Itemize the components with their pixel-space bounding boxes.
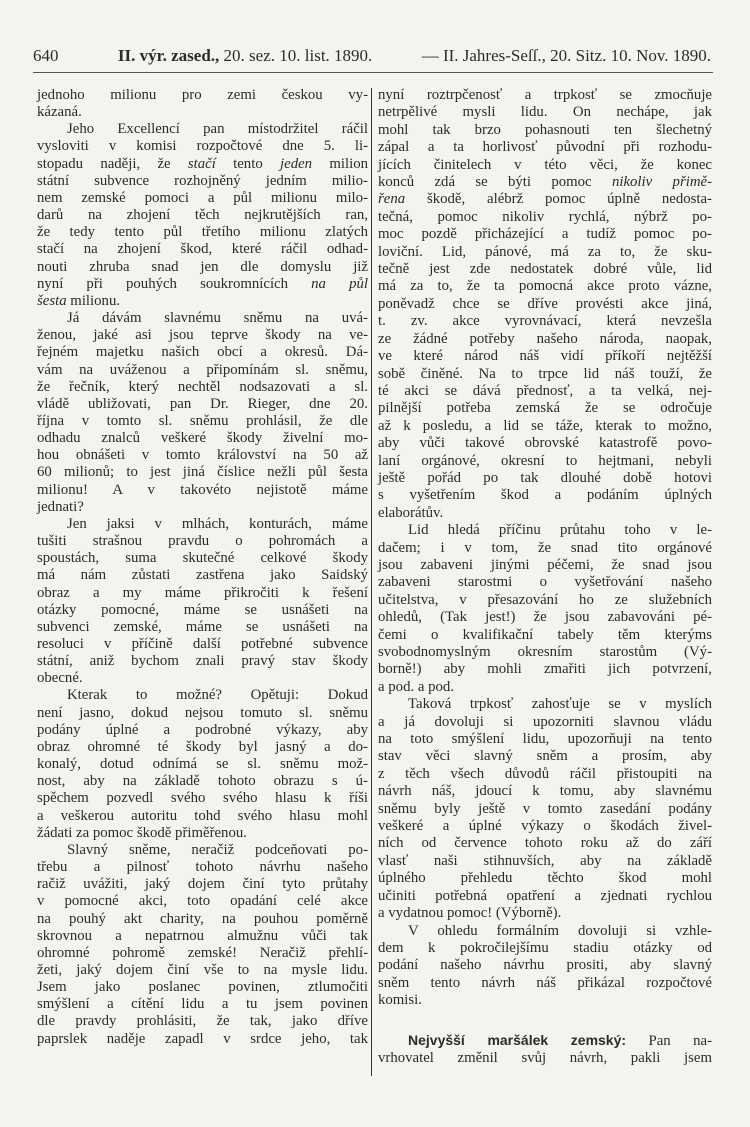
text-line: a vydatnou pomoc! (Výborně).	[378, 905, 562, 922]
text-line: jednati?	[37, 498, 84, 515]
text-line: netrpělivé mysli lidu. On nechápe, jak	[378, 104, 712, 121]
emphasized-text: nikoliv přimě-	[611, 174, 712, 191]
text-segment: stopadu naději, že	[37, 155, 188, 172]
text-line: Jsem jako poslanec povinen, ztlumočiti	[37, 979, 368, 996]
text-line: ze žádné potřeby našeho národa, naopak,	[378, 330, 712, 347]
text-line: obraz a my máme přikročiti k řešení	[37, 584, 368, 601]
text-line: ve které národ náš vidí příkoří nejtěžší	[378, 348, 712, 365]
text-line: skrovnou a nepatrnou almužnu vůči tak	[37, 927, 368, 944]
text-line: sněmu byly ještě v tomto zasedání podány	[378, 800, 712, 817]
text-line: stav věci slavný sněm a prosím, aby	[378, 748, 712, 765]
text-line: podání našeho návrhu prositi, aby slavný	[378, 957, 712, 974]
text-line: smýšlení a cítění lidu a tu jsem povinen	[37, 996, 368, 1013]
text-line: hou obnášeti v tomto království na 50 až	[37, 447, 368, 464]
emphasized-text: šesta	[37, 292, 67, 309]
text-line: paprslek naděje zapadl v srdce jeho, tak	[37, 1030, 368, 1047]
text-line: v pomocné akci, toto opadání celé akce	[37, 893, 368, 910]
text-line: vysloviti v komisi rozpočtové dne 5. li-	[37, 138, 368, 155]
text-line: má nám zůstati zastřena jako Saidský	[37, 567, 368, 584]
text-line: na toto smýšlení lidu, upozorňuji na tento	[378, 731, 712, 748]
text-line: tušiti strašnou pravdu o pohromách a	[37, 533, 368, 550]
column-divider	[371, 88, 372, 1076]
text-line: Slavný sněme, neračiž podceňovati po-	[67, 841, 368, 858]
emphasized-text: jeden	[280, 155, 313, 172]
text-line: milionu! A v takovéto nejistotě máme	[37, 481, 368, 498]
page-number: 640	[33, 46, 59, 65]
text-line: sobě činěné. Na to trpce lid náš touží, že	[378, 365, 712, 382]
text-line: žádati za pomoc škodě přiměřenou.	[37, 824, 247, 841]
text-line: svobodnomyslným okresním starostům (Vý-	[378, 644, 712, 660]
text-line: jících činitelech v této věci, že konec	[378, 156, 712, 173]
text-line: návrh náš, jdoucí k tomu, aby slavnému	[378, 783, 712, 800]
text-line: vlasť naši stihnuvších, aby na základě	[378, 852, 712, 869]
text-line: Jeho Excellencí pan místodržitel ráčil	[67, 121, 368, 138]
text-line: zápal a ta horlivosť původní při rozhodu-	[378, 139, 712, 156]
text-line: jednoho milionu pro zemi českou vy-	[37, 87, 368, 103]
text-line: žeti, jaký dojem činí vše to na mysle lidu.	[37, 961, 368, 978]
text-segment: tento	[215, 155, 281, 172]
emphasized-text: řena	[378, 191, 406, 208]
text-line: čemi o kvalifikační tabely těm kterýms	[378, 626, 712, 643]
text-line: moc pozdě přicházející a tudíž pomoc po-	[378, 226, 712, 243]
german-session-heading: — II. Jahres-Seſſ., 20. Sitz. 10. Nov. 1890.	[421, 46, 711, 65]
text-line: na pouhý akt charity, na pouhou poměrně	[37, 910, 368, 927]
text-line: kázaná.	[37, 104, 82, 121]
text-line: nyní roztrpčenosť a trpkosť se zmocňuje	[378, 87, 712, 103]
left-column	[37, 87, 368, 1048]
text-line: pilnější potřeba zemská že se odročuje	[378, 400, 712, 417]
text-line: Lid hledá příčinu průtahu toho v le-	[408, 522, 712, 539]
text-line: V ohledu formálním dovoluji si vzhle-	[408, 922, 712, 939]
text-line: zabaveni starostmi o vyšetřování našeho	[378, 574, 712, 591]
text-line: obraz ohromné té škody byl jasný a do-	[37, 738, 368, 755]
text-line: státní subvence rozhojněný jedním milio-	[37, 172, 368, 189]
text-line: ních od července tohoto roku až do září	[378, 835, 712, 852]
text-line: tečná, pomoc nikoliv rychlá, nýbrž po-	[378, 208, 712, 225]
text-line: podány úplné a podrobné výkazy, aby	[37, 721, 368, 738]
text-line: té akci se dává přednosť, a ta velká, nej-	[378, 382, 712, 399]
text-line: Kterak to možné? Opětuji: Dokud	[67, 687, 368, 704]
text-line: mohl tak brzo pohasnouti ten šlechetný	[378, 121, 712, 138]
text-line: dem k pokročilejšímu stadiu otázky od	[378, 939, 712, 956]
text-line: ženou, jaké asi jsou teprve škody na ve-	[37, 327, 368, 344]
header-rule	[33, 72, 713, 73]
text-line: borně!) aby mohli zmařiti jich potvrzení,	[378, 661, 712, 678]
text-line	[37, 276, 368, 293]
text-line: až k posledu, a lid se táže, kterak to možno,	[378, 417, 712, 434]
text-line: s vyšetřením škod a podáním úplných	[378, 487, 712, 504]
right-column	[378, 87, 712, 1067]
czech-session-date: 20. sez. 10. list. 1890.	[223, 46, 373, 65]
text-line: a pod. a pod.	[378, 678, 455, 695]
text-line: resoluci v příčině další potřebné subvence	[37, 636, 368, 652]
text-line: učitelstva, v přesazování ho ze služebních	[378, 591, 712, 608]
text-line: ohledů, (Tak jest!) že jsou zabavováni pé-	[378, 609, 712, 626]
text-line: října v tomto sl. sněmu prohlásil, že dle	[37, 412, 368, 429]
text-line: státní, aniž bychom znali pravý stav škody	[37, 653, 368, 670]
text-line	[378, 174, 712, 191]
emphasized-text: na půl	[311, 275, 368, 292]
text-line: laní orgánové, okresní to hejtmani, nebyli	[378, 452, 712, 469]
text-line: loviční. Lid, pánové, má za to, že sku-	[378, 243, 712, 260]
text-line: řejném majetku našich obcí a okresů. Dá-	[37, 344, 368, 361]
text-line: otázky pomocné, máme se usnášeti na	[37, 601, 368, 618]
text-line: stačí na zhojení škod, které ráčil odhad-	[37, 241, 368, 258]
text-line: aby vůči takové obrovské katastrofě povo-	[378, 435, 712, 452]
text-line: komisi.	[378, 992, 422, 1009]
text-line: subvenci zemské, máme se usnášeti na	[37, 618, 368, 635]
text-line: Já dávám slavnému sněmu na uvá-	[67, 310, 368, 327]
text-line: že tedy tento půl třetího milionu zlatých	[37, 224, 368, 241]
text-line: darů na zhojení těch nejkrutějších ran,	[37, 207, 368, 224]
text-line: elaborátův.	[378, 504, 444, 521]
text-line: že řečník, který nechtěl nodsazovati a sl.	[37, 378, 368, 395]
text-line: spoustách, suma skutečné celkové škody	[37, 550, 368, 567]
text-line: nouti zhruba snad jen dle domyslu již	[37, 258, 368, 275]
text-segment: Pan na-	[626, 1032, 712, 1049]
text-line: vrhovatel změnil svůj návrh, pakli jsem	[378, 1049, 712, 1066]
text-line	[378, 191, 712, 208]
text-segment: milion	[312, 155, 368, 172]
text-line: odhadu znalců veškeré škody živelní mo-	[37, 430, 368, 447]
text-line: třebu a pilnosť tohoto návrhu našeho	[37, 859, 368, 876]
text-line: z těch všech důvodů ráčil přistoupiti na	[378, 765, 712, 782]
text-line: dle pravdy prohlásiti, že tak, jako dříve	[37, 1013, 368, 1030]
text-line: ještě pořád po tak dlouhé době hotovi	[378, 469, 712, 486]
text-segment: škodě, alébrž pomoc úplně nedosta-	[405, 191, 712, 208]
speaker-name: Nejvyšší maršálek zemský:	[408, 1031, 627, 1048]
text-line: t. zv. akce vyrovnávací, která nevzešla	[378, 313, 712, 330]
text-line: vám na uváženou a připomínám sl. sněmu,	[37, 361, 368, 378]
text-line: ohromné pohromě zemské! Neračiž přehlí-	[37, 944, 368, 961]
text-segment: konců zdá se býti pomoc	[378, 174, 612, 191]
text-line: Taková trpkosť zahosťuje se v myslích	[408, 696, 712, 713]
text-line: jsou zabaveni jinými péčemi, že snad jsou	[378, 556, 712, 573]
emphasized-text: stačí	[187, 155, 216, 172]
text-line: má za to, že ta pomocná akce proto vázne,	[378, 278, 712, 295]
text-line: není jasno, dokud nejsou tomuto sl. sněmu	[37, 704, 368, 721]
text-line: sněm tento návrh náš přikázal rozpočtové	[378, 974, 712, 991]
text-line: veškeré a úplné výkazy o škodách živel-	[378, 818, 712, 835]
text-line: poněvadž chce se dříve provésti akce jiná,	[378, 295, 712, 312]
czech-session-title: II. výr. zased.,	[117, 46, 220, 65]
text-line: obecné.	[37, 670, 83, 687]
text-line: spěchem pozvedl svého svého hlasu k říši	[37, 790, 368, 807]
czech-session-heading	[118, 46, 372, 66]
text-line	[37, 156, 368, 173]
text-line: učiniti potřebná opatření a zjednati rychlou	[378, 887, 712, 904]
text-line	[378, 1032, 712, 1050]
text-segment: milionu.	[66, 292, 121, 309]
text-line: nost, aby na základě tohoto obrazu s ú-	[37, 773, 368, 790]
text-line: tečně jest zde nedostatek dobré vůle, lid	[378, 261, 712, 278]
text-line: Jen jaksi v mlhách, konturách, máme	[67, 515, 368, 532]
text-segment: nyní při pouhých soukromnících	[37, 275, 312, 292]
text-line: 60 milionů; to jest jiná číslice nežli půl šesta	[37, 464, 368, 481]
text-line: a veškerou autoritu tohd svého hlasu mohl	[37, 807, 368, 824]
text-line: konalý, dotud odnímá se sl. sněmu mož-	[37, 756, 368, 773]
text-line: nem zemské pomoci a půl milionu milo-	[37, 189, 368, 206]
text-line: a já dovoluji si upozorniti slavnou vládu	[378, 713, 712, 730]
text-line: úplného přehledu těchto škod mohl	[378, 870, 712, 887]
text-line: dačem; i v tom, že snad tito orgánové	[378, 539, 712, 556]
running-header	[33, 46, 711, 70]
text-line	[37, 293, 368, 310]
text-line: račiž uvážiti, jaký dojem činí tyto průtahy	[37, 876, 368, 893]
text-line: vládě ubližovati, pan Dr. Rieger, dne 20.	[37, 395, 368, 412]
